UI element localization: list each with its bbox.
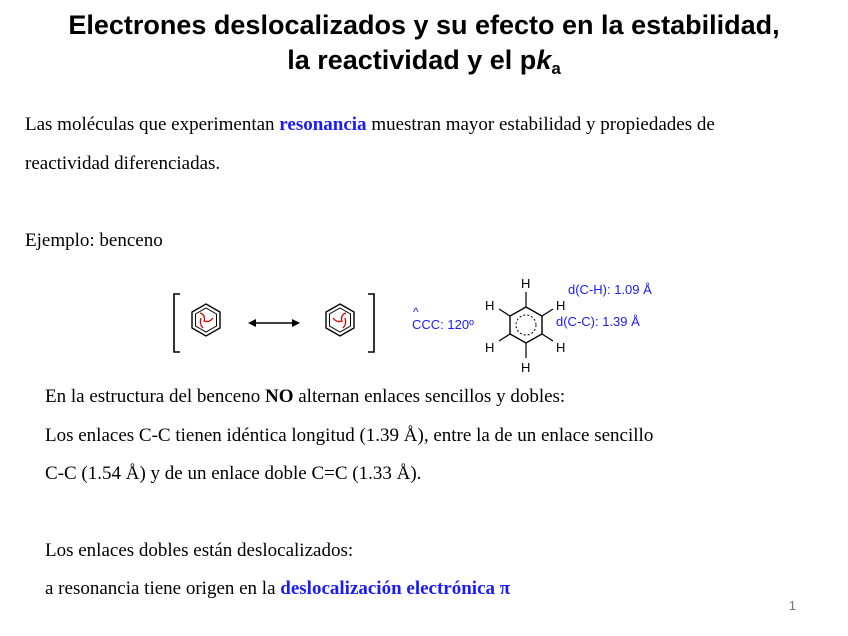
body-line-5-before: a resonancia tiene origen en la bbox=[45, 578, 281, 599]
angle-label: CCC: 120º bbox=[412, 317, 474, 332]
left-bracket bbox=[174, 294, 180, 352]
atom-h: H bbox=[485, 340, 495, 355]
atom-h: H bbox=[485, 298, 495, 313]
benzene-delocalized bbox=[485, 276, 565, 375]
body-line-5-highlight: deslocalización electrónica π bbox=[280, 578, 511, 599]
body-line-1-after: alternan enlaces sencillos y dobles: bbox=[293, 386, 566, 407]
body-line-1-bold: NO bbox=[264, 386, 294, 407]
atom-h: H bbox=[521, 360, 531, 375]
page-number: 1 bbox=[788, 598, 796, 613]
title-sub-a: a bbox=[551, 59, 561, 78]
resonance-arrow bbox=[333, 318, 341, 322]
title-k: k bbox=[536, 45, 552, 75]
body-line-1-before: En la estructura del benceno bbox=[45, 386, 265, 407]
intro-highlight: resonancia bbox=[279, 114, 367, 135]
atom-h: H bbox=[556, 298, 566, 313]
atom-h: H bbox=[521, 276, 531, 291]
right-bracket bbox=[368, 294, 374, 352]
body-line-5 bbox=[45, 578, 510, 600]
title-line-1: Electrones deslocalizados y su efecto en la estabilidad, bbox=[68, 10, 780, 40]
body-line-4: Los enlaces dobles están deslocalizados: bbox=[45, 540, 354, 561]
body-line-2: Los enlaces C-C tienen idéntica longitud (1.39 Å), entre la de un enlace sencillo bbox=[45, 425, 654, 446]
benzene-scheme bbox=[168, 272, 698, 382]
cc-label: d(C-C): 1.39 Å bbox=[556, 314, 640, 329]
intro-before: Las moléculas que experimentan bbox=[25, 114, 280, 135]
example-label: Ejemplo: benceno bbox=[25, 230, 163, 251]
resonance-double-arrow bbox=[248, 319, 300, 327]
ch-label: d(C-H): 1.09 Å bbox=[568, 282, 652, 297]
angle-hat: ^ bbox=[413, 305, 419, 319]
benzene-structure-1 bbox=[192, 304, 220, 336]
body-line-1 bbox=[45, 386, 565, 408]
title-line-2 bbox=[0, 43, 848, 78]
resonance-arrow bbox=[200, 318, 203, 328]
slide-title bbox=[0, 8, 848, 78]
resonance-arrow bbox=[343, 318, 346, 328]
intro-line-2: reactividad diferenciadas. bbox=[25, 153, 221, 174]
title-line-2-text: la reactividad y el p bbox=[287, 45, 537, 75]
body-line-3: C-C (1.54 Å) y de un enlace doble C=C (1.33 Å). bbox=[45, 463, 422, 484]
atom-h: H bbox=[556, 340, 566, 355]
benzene-structure-2 bbox=[326, 304, 354, 336]
resonance-arrow bbox=[205, 318, 213, 322]
intro-after: muestran mayor estabilidad y propiedades de bbox=[366, 114, 715, 135]
intro-line-1 bbox=[25, 114, 715, 136]
